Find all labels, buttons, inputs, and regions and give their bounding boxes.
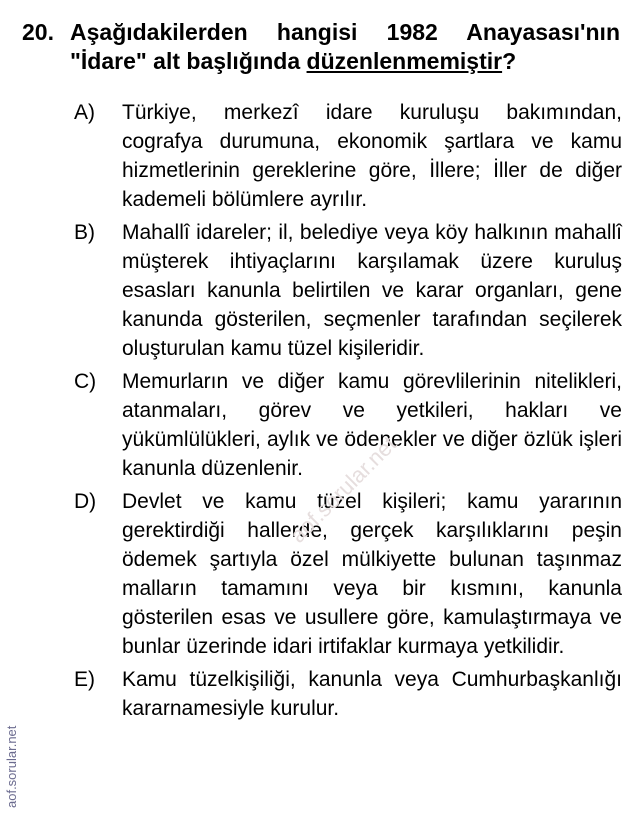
option-b[interactable] bbox=[74, 218, 622, 363]
option-letter: B) bbox=[74, 221, 95, 244]
option-letter: D) bbox=[74, 490, 97, 513]
option-letter: A) bbox=[74, 101, 95, 124]
question-text bbox=[70, 18, 620, 76]
option-letter: C) bbox=[74, 370, 97, 393]
options-list bbox=[74, 98, 622, 727]
option-d[interactable] bbox=[74, 487, 622, 661]
option-letter: E) bbox=[74, 668, 95, 691]
question-number: 20. bbox=[22, 19, 54, 45]
option-c[interactable] bbox=[74, 367, 622, 483]
option-text: Mahallî idareler; il, belediye veya köy halkının mahallî müşterek ihtiyaçlarını karşılamak üzere kuruluş esasları kanunla belirtilen ve karar organları, gene kanunda gösterilen, seçmenler tarafından seçilerek oluşturulan kamu tüzel kişileridir. bbox=[122, 221, 622, 360]
option-text: Türkiye, merkezî idare kuruluşu bakımından, cografya durumuna, ekonomik şartlara ve kamu hizmetlerinin gereklerine göre, İllere; İller de diğer kademeli bölümlere ayrılır. bbox=[122, 101, 622, 211]
option-text: Memurların ve diğer kamu görevlilerinin nitelikleri, atanmaları, görev ve yetkileri, hakları ve yükümlülükleri, aylık ve ödenekler ve diğer özlük işleri kanunla düzenlenir. bbox=[122, 370, 622, 480]
watermark: aof.sorular.net bbox=[285, 431, 402, 548]
option-a[interactable] bbox=[74, 98, 622, 214]
option-e[interactable] bbox=[74, 665, 622, 723]
question-text-after: ? bbox=[502, 48, 517, 74]
question-text-before: Aşağıdakilerden hangisi 1982 Anayasası'nın "İdare" alt başlığında bbox=[70, 19, 620, 74]
option-text: Devlet ve kamu tüzel kişileri; kamu yararının gerektirdiği hallerde, gerçek karşılıklarını peşin ödemek şartıyla özel mülkiyette bulunan taşınmaz malların tamamını veya bir kısmını, kanunla gösterilen esas ve usullere göre, kamulaştırmaya ve bunlar üzerinde idari irtifaklar kurmaya yetkilidir. bbox=[122, 490, 622, 658]
question-text-emphasis: düzenlenmemiştir bbox=[306, 48, 503, 74]
side-watermark: aof.sorular.net bbox=[4, 725, 19, 808]
option-text: Kamu tüzelkişiliği, kanunla veya Cumhurbaşkanlığı kararnamesiyle kurulur. bbox=[122, 668, 622, 720]
